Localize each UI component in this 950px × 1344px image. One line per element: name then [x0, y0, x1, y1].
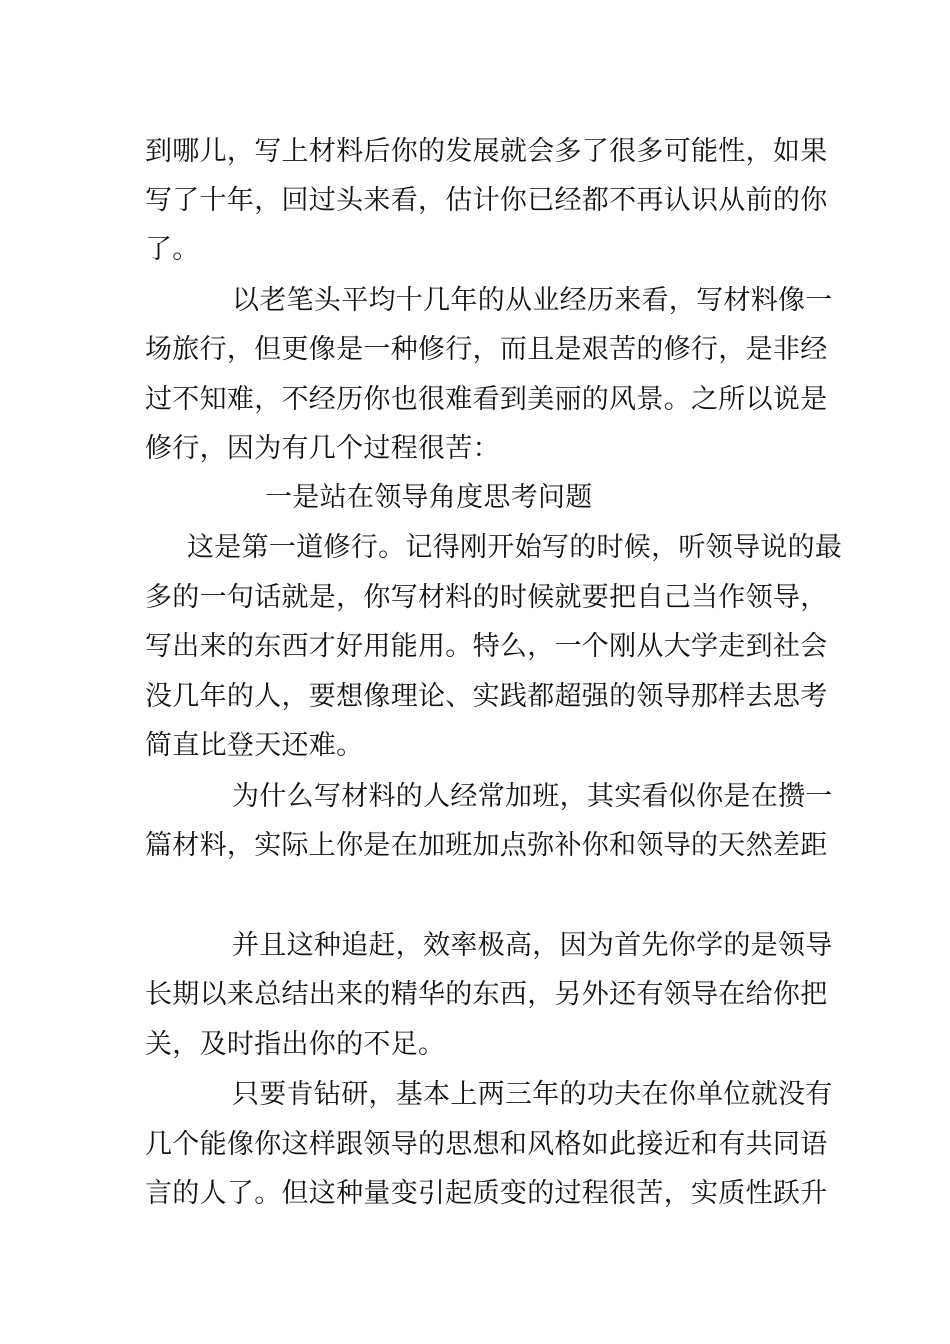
text-line: 为什么写材料的人经常加班，其实看似你是在攒一 — [232, 781, 833, 812]
text-line: 场旅行，但更像是一种修行，而且是艰苦的修行，是非经 — [145, 334, 828, 365]
text-line: 只要肯钻研，基本上两三年的功夫在你单位就没有 — [232, 1079, 833, 1110]
text-line: 这是第一道修行。记得刚开始写的时候，听领导说的最 — [187, 532, 843, 563]
text-line: 写了十年，回过头来看，估计你已经都不再认识从前的你 — [145, 185, 828, 216]
section-heading: 一是站在领导角度思考问题 — [265, 482, 593, 513]
text-line: 并且这种追赶，效率极高，因为首先你学的是领导 — [232, 930, 833, 961]
text-line: 多的一句话就是，你写材料的时候就要把自己当作领导， — [145, 582, 828, 613]
text-line: 关，及时指出你的不足。 — [145, 1029, 446, 1060]
text-line: 了。 — [145, 234, 200, 265]
text-line: 篇材料，实际上你是在加班加点弥补你和领导的天然差距 — [145, 830, 828, 861]
text-line: 没几年的人，要想像理论、实践都超强的领导那样去思考 — [145, 681, 828, 712]
text-line: 写出来的东西才好用能用。特么，一个刚从大学走到社会 — [145, 631, 828, 662]
text-line: 几个能像你这样跟领导的思想和风格如此接近和有共同语 — [145, 1129, 828, 1160]
text-line: 言的人了。但这种量变引起质变的过程很苦，实质性跃升 — [145, 1178, 828, 1209]
text-line: 到哪儿，写上材料后你的发展就会多了很多可能性，如果 — [145, 136, 828, 167]
text-line: 修行，因为有几个过程很苦： — [145, 433, 500, 464]
text-line: 以老笔头平均十几年的从业经历来看，写材料像一 — [232, 285, 833, 316]
text-line: 长期以来总结出来的精华的东西，另外还有领导在给你把 — [145, 979, 828, 1010]
text-line: 简直比登天还难。 — [145, 730, 364, 761]
text-line: 过不知难，不经历你也很难看到美丽的风景。之所以说是 — [145, 384, 828, 415]
